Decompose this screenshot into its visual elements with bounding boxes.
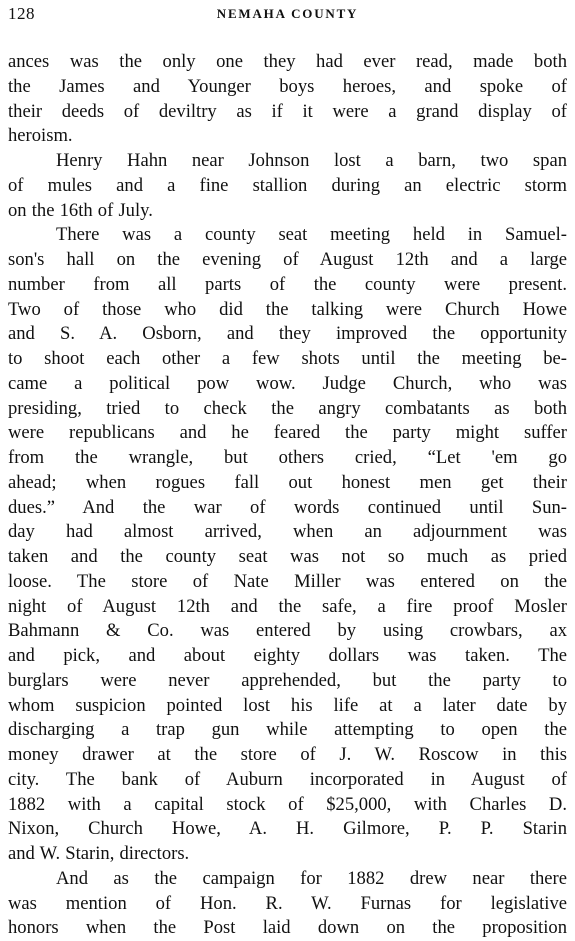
text-line: whom suspicion pointed lost his life at a later date by xyxy=(8,694,567,716)
text-line: number from all parts of the county were present. xyxy=(8,273,567,295)
text-line: money drawer at the store of J. W. Roscow in this xyxy=(8,744,567,765)
text-line: ahead; when rogues fall out honest men get their xyxy=(8,471,567,493)
text-line: and S. A. Osborn, and they improved the opportunity xyxy=(8,323,567,345)
text-line: 1882 with a capital stock of $25,000, with Charles D. xyxy=(8,793,567,815)
text-line: the James and Younger boys heroes, and spoke of xyxy=(8,75,567,97)
text-line: was mention of Hon. R. W. Furnas for legislative xyxy=(8,892,567,914)
text-line: Bahmann & Co. was entered by using crowbars, ax xyxy=(8,620,567,642)
text-line: came a political pow wow. Judge Church, who was xyxy=(8,372,567,394)
text-line: Two of those who did the talking were Church Howe xyxy=(8,298,567,320)
text-line: on the 16th of July. xyxy=(8,199,153,221)
text-line: honors when the Post laid down on the proposition xyxy=(8,917,567,939)
paragraph xyxy=(8,50,567,149)
text-line: loose. The store of Nate Miller was entered on the xyxy=(8,570,567,592)
paragraph xyxy=(8,223,567,867)
text-line: And as the campaign for 1882 drew near there xyxy=(56,867,567,889)
running-head: NEMAHA COUNTY xyxy=(216,6,359,21)
body-text xyxy=(8,50,567,941)
text-line: Nixon, Church Howe, A. H. Gilmore, P. P. Starin xyxy=(8,818,567,840)
text-line: night of August 12th and the safe, a fire proof Mosler xyxy=(8,595,567,617)
text-line: discharging a trap gun while attempting to open the xyxy=(8,719,567,741)
text-line: Henry Hahn near Johnson lost a barn, two span xyxy=(56,150,567,171)
text-line: day had almost arrived, when an adjournment was xyxy=(8,521,567,543)
text-line: son's hall on the evening of August 12th and a large xyxy=(8,249,567,270)
book-page xyxy=(8,4,567,941)
text-line: burglars were never apprehended, but the party to xyxy=(8,669,567,691)
text-line: their deeds of deviltry as if it were a grand display of xyxy=(8,100,567,122)
text-line: There was a county seat meeting held in Samuel- xyxy=(56,224,567,246)
text-line: and pick, and about eighty dollars was taken. The xyxy=(8,645,567,666)
text-line: and W. Starin, directors. xyxy=(8,843,190,864)
text-line: of mules and a fine stallion during an electric storm xyxy=(8,174,567,196)
page-header xyxy=(8,4,567,26)
page-number: 128 xyxy=(8,4,35,23)
text-line: taken and the county seat was not so much as pried xyxy=(8,546,567,567)
text-line: city. The bank of Auburn incorporated in August of xyxy=(8,768,567,790)
text-line: from the wrangle, but others cried, “Let 'em go xyxy=(8,447,567,468)
text-line: presiding, tried to check the angry combatants as both xyxy=(8,397,567,419)
text-line: ances was the only one they had ever read, made both xyxy=(8,51,567,72)
paragraph xyxy=(8,149,567,223)
text-line: heroism. xyxy=(8,125,73,147)
text-line: to shoot each other a few shots until the meeting be- xyxy=(8,348,567,369)
paragraph xyxy=(8,867,567,941)
text-line: dues.” And the war of words continued until Sun- xyxy=(8,496,567,518)
text-line: were republicans and he feared the party might suffer xyxy=(8,422,567,444)
